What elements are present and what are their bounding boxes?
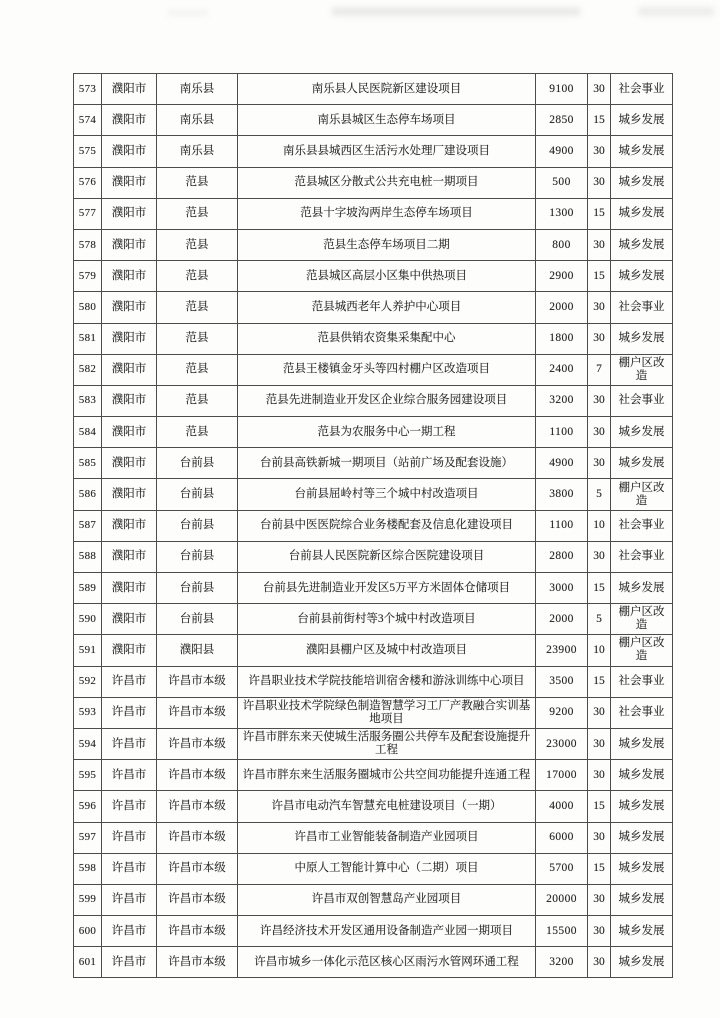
cell-amount: 23900 xyxy=(536,635,588,666)
cell-category: 城乡发展 xyxy=(611,822,673,853)
cell-category: 城乡发展 xyxy=(611,573,673,604)
table-row xyxy=(74,760,673,791)
cell-amount: 1100 xyxy=(536,510,588,541)
cell-amount: 2400 xyxy=(536,354,588,385)
cell-row-number: 582 xyxy=(74,354,102,385)
cell-category: 城乡发展 xyxy=(611,198,673,229)
cell-term: 30 xyxy=(588,884,611,915)
cell-term: 10 xyxy=(588,635,611,666)
cell-row-number: 580 xyxy=(74,292,102,323)
cell-row-number: 578 xyxy=(74,229,102,260)
cell-county: 许昌市本级 xyxy=(157,760,238,791)
cell-county: 南乐县 xyxy=(157,136,238,167)
cell-amount: 1100 xyxy=(536,417,588,448)
cell-project-name: 台前县高铁新城一期项目（站前广场及配套设施） xyxy=(238,448,536,479)
cell-amount: 6000 xyxy=(536,822,588,853)
table-row xyxy=(74,822,673,853)
cell-term: 30 xyxy=(588,728,611,759)
cell-amount: 2850 xyxy=(536,105,588,136)
cell-amount: 20000 xyxy=(536,884,588,915)
table-row xyxy=(74,947,673,978)
cell-row-number: 581 xyxy=(74,323,102,354)
cell-project-name: 范县生态停车场项目二期 xyxy=(238,229,536,260)
scan-artifact xyxy=(332,7,580,16)
cell-county: 范县 xyxy=(157,417,238,448)
table-row xyxy=(74,697,673,728)
cell-category: 城乡发展 xyxy=(611,417,673,448)
cell-term: 30 xyxy=(588,916,611,947)
cell-project-name: 许昌市工业智能装备制造产业园项目 xyxy=(238,822,536,853)
cell-city: 濮阳市 xyxy=(102,229,157,260)
cell-city: 许昌市 xyxy=(102,728,157,759)
cell-county: 许昌市本级 xyxy=(157,853,238,884)
cell-project-name: 台前县中医医院综合业务楼配套及信息化建设项目 xyxy=(238,510,536,541)
cell-term: 30 xyxy=(588,760,611,791)
cell-amount: 2800 xyxy=(536,541,588,572)
cell-amount: 5700 xyxy=(536,853,588,884)
cell-term: 5 xyxy=(588,604,611,635)
cell-term: 5 xyxy=(588,479,611,510)
cell-project-name: 范县先进制造业开发区企业综合服务园建设项目 xyxy=(238,385,536,416)
cell-city: 濮阳市 xyxy=(102,136,157,167)
cell-term: 15 xyxy=(588,666,611,697)
cell-term: 30 xyxy=(588,167,611,198)
cell-row-number: 596 xyxy=(74,791,102,822)
table-row xyxy=(74,510,673,541)
cell-amount: 3200 xyxy=(536,385,588,416)
cell-category: 社会事业 xyxy=(611,697,673,728)
cell-term: 15 xyxy=(588,791,611,822)
cell-county: 南乐县 xyxy=(157,74,238,105)
cell-amount: 9200 xyxy=(536,697,588,728)
cell-city: 濮阳市 xyxy=(102,261,157,292)
cell-project-name: 许昌经济技术开发区通用设备制造产业园一期项目 xyxy=(238,916,536,947)
cell-project-name: 范县城西老年人养护中心项目 xyxy=(238,292,536,323)
cell-county: 范县 xyxy=(157,385,238,416)
cell-city: 许昌市 xyxy=(102,791,157,822)
cell-term: 7 xyxy=(588,354,611,385)
cell-term: 30 xyxy=(588,448,611,479)
cell-row-number: 590 xyxy=(74,604,102,635)
cell-row-number: 599 xyxy=(74,884,102,915)
cell-amount: 3500 xyxy=(536,666,588,697)
cell-amount: 500 xyxy=(536,167,588,198)
cell-county: 许昌市本级 xyxy=(157,947,238,978)
cell-category: 棚户区改造 xyxy=(611,354,673,385)
cell-county: 范县 xyxy=(157,198,238,229)
cell-city: 濮阳市 xyxy=(102,635,157,666)
cell-county: 濮阳县 xyxy=(157,635,238,666)
cell-city: 濮阳市 xyxy=(102,604,157,635)
cell-category: 社会事业 xyxy=(611,666,673,697)
cell-project-name: 濮阳县棚户区及城中村改造项目 xyxy=(238,635,536,666)
cell-county: 台前县 xyxy=(157,541,238,572)
table-row xyxy=(74,728,673,759)
cell-row-number: 598 xyxy=(74,853,102,884)
cell-project-name: 范县十字坡沟两岸生态停车场项目 xyxy=(238,198,536,229)
cell-project-name: 许昌市胖东来天使城生活服务圈公共停车及配套设施提升工程 xyxy=(238,728,536,759)
cell-city: 许昌市 xyxy=(102,853,157,884)
cell-amount: 3800 xyxy=(536,479,588,510)
cell-project-name: 许昌市胖东来生活服务圈城市公共空间功能提升连通工程 xyxy=(238,760,536,791)
cell-category: 城乡发展 xyxy=(611,760,673,791)
cell-category: 棚户区改造 xyxy=(611,604,673,635)
cell-category: 城乡发展 xyxy=(611,323,673,354)
table-row xyxy=(74,167,673,198)
cell-term: 30 xyxy=(588,697,611,728)
table-row xyxy=(74,261,673,292)
table-row xyxy=(74,791,673,822)
cell-project-name: 许昌市双创智慧岛产业园项目 xyxy=(238,884,536,915)
cell-amount: 4000 xyxy=(536,791,588,822)
table-row xyxy=(74,105,673,136)
cell-city: 许昌市 xyxy=(102,666,157,697)
cell-row-number: 587 xyxy=(74,510,102,541)
cell-amount: 1300 xyxy=(536,198,588,229)
cell-amount: 17000 xyxy=(536,760,588,791)
cell-city: 许昌市 xyxy=(102,884,157,915)
cell-city: 濮阳市 xyxy=(102,479,157,510)
table-row xyxy=(74,136,673,167)
cell-term: 30 xyxy=(588,292,611,323)
cell-county: 许昌市本级 xyxy=(157,916,238,947)
cell-row-number: 592 xyxy=(74,666,102,697)
cell-county: 许昌市本级 xyxy=(157,791,238,822)
table-row xyxy=(74,323,673,354)
cell-county: 范县 xyxy=(157,323,238,354)
table-row xyxy=(74,853,673,884)
cell-category: 城乡发展 xyxy=(611,167,673,198)
cell-term: 30 xyxy=(588,541,611,572)
cell-category: 城乡发展 xyxy=(611,136,673,167)
cell-category: 社会事业 xyxy=(611,292,673,323)
cell-project-name: 范县供销农资集采集配中心 xyxy=(238,323,536,354)
table-row xyxy=(74,417,673,448)
cell-county: 范县 xyxy=(157,167,238,198)
table-row xyxy=(74,635,673,666)
cell-project-name: 台前县人民医院新区综合医院建设项目 xyxy=(238,541,536,572)
cell-category: 城乡发展 xyxy=(611,728,673,759)
scan-artifact xyxy=(638,7,714,16)
project-table xyxy=(73,73,673,978)
cell-row-number: 597 xyxy=(74,822,102,853)
cell-city: 濮阳市 xyxy=(102,541,157,572)
cell-term: 30 xyxy=(588,229,611,260)
cell-amount: 23000 xyxy=(536,728,588,759)
cell-city: 濮阳市 xyxy=(102,417,157,448)
cell-row-number: 600 xyxy=(74,916,102,947)
cell-city: 濮阳市 xyxy=(102,573,157,604)
cell-city: 许昌市 xyxy=(102,822,157,853)
cell-row-number: 601 xyxy=(74,947,102,978)
table-row xyxy=(74,292,673,323)
cell-term: 30 xyxy=(588,947,611,978)
cell-row-number: 594 xyxy=(74,728,102,759)
cell-county: 许昌市本级 xyxy=(157,697,238,728)
cell-county: 台前县 xyxy=(157,448,238,479)
table-row xyxy=(74,479,673,510)
cell-project-name: 台前县前街村等3个城中村改造项目 xyxy=(238,604,536,635)
cell-project-name: 南乐县城区生态停车场项目 xyxy=(238,105,536,136)
cell-amount: 3000 xyxy=(536,573,588,604)
cell-city: 许昌市 xyxy=(102,697,157,728)
cell-amount: 2000 xyxy=(536,292,588,323)
cell-category: 城乡发展 xyxy=(611,261,673,292)
cell-term: 15 xyxy=(588,105,611,136)
cell-project-name: 台前县屈岭村等三个城中村改造项目 xyxy=(238,479,536,510)
cell-category: 城乡发展 xyxy=(611,791,673,822)
cell-county: 范县 xyxy=(157,261,238,292)
cell-term: 30 xyxy=(588,323,611,354)
cell-row-number: 576 xyxy=(74,167,102,198)
table-row xyxy=(74,604,673,635)
cell-project-name: 许昌市城乡一体化示范区核心区雨污水管网环通工程 xyxy=(238,947,536,978)
cell-amount: 1800 xyxy=(536,323,588,354)
cell-amount: 3200 xyxy=(536,947,588,978)
cell-county: 许昌市本级 xyxy=(157,728,238,759)
table-row xyxy=(74,884,673,915)
cell-amount: 9100 xyxy=(536,74,588,105)
cell-category: 城乡发展 xyxy=(611,105,673,136)
cell-project-name: 中原人工智能计算中心（二期）项目 xyxy=(238,853,536,884)
cell-row-number: 586 xyxy=(74,479,102,510)
cell-category: 棚户区改造 xyxy=(611,635,673,666)
cell-row-number: 583 xyxy=(74,385,102,416)
cell-project-name: 台前县先进制造业开发区5万平方米固体仓储项目 xyxy=(238,573,536,604)
table-row xyxy=(74,354,673,385)
table-row xyxy=(74,74,673,105)
cell-category: 城乡发展 xyxy=(611,853,673,884)
cell-term: 10 xyxy=(588,510,611,541)
cell-term: 15 xyxy=(588,853,611,884)
cell-city: 许昌市 xyxy=(102,947,157,978)
cell-row-number: 579 xyxy=(74,261,102,292)
cell-city: 濮阳市 xyxy=(102,105,157,136)
cell-row-number: 588 xyxy=(74,541,102,572)
cell-city: 濮阳市 xyxy=(102,354,157,385)
table-row xyxy=(74,573,673,604)
table-row xyxy=(74,229,673,260)
cell-city: 濮阳市 xyxy=(102,448,157,479)
cell-county: 台前县 xyxy=(157,604,238,635)
cell-category: 城乡发展 xyxy=(611,916,673,947)
cell-term: 15 xyxy=(588,573,611,604)
cell-category: 城乡发展 xyxy=(611,448,673,479)
table-row xyxy=(74,385,673,416)
cell-term: 30 xyxy=(588,74,611,105)
cell-city: 濮阳市 xyxy=(102,323,157,354)
scan-artifact xyxy=(168,10,208,16)
cell-county: 许昌市本级 xyxy=(157,666,238,697)
cell-county: 台前县 xyxy=(157,573,238,604)
cell-row-number: 595 xyxy=(74,760,102,791)
cell-city: 许昌市 xyxy=(102,760,157,791)
cell-row-number: 575 xyxy=(74,136,102,167)
cell-row-number: 585 xyxy=(74,448,102,479)
cell-city: 濮阳市 xyxy=(102,385,157,416)
table-row xyxy=(74,666,673,697)
cell-city: 许昌市 xyxy=(102,916,157,947)
cell-amount: 15500 xyxy=(536,916,588,947)
cell-project-name: 南乐县人民医院新区建设项目 xyxy=(238,74,536,105)
cell-category: 城乡发展 xyxy=(611,947,673,978)
cell-county: 台前县 xyxy=(157,479,238,510)
cell-term: 15 xyxy=(588,198,611,229)
cell-row-number: 573 xyxy=(74,74,102,105)
table-row xyxy=(74,916,673,947)
cell-term: 30 xyxy=(588,385,611,416)
cell-city: 濮阳市 xyxy=(102,198,157,229)
cell-category: 社会事业 xyxy=(611,74,673,105)
cell-project-name: 许昌市电动汽车智慧充电桩建设项目（一期） xyxy=(238,791,536,822)
cell-amount: 4900 xyxy=(536,448,588,479)
table-row xyxy=(74,448,673,479)
project-table-body xyxy=(74,74,673,978)
cell-county: 许昌市本级 xyxy=(157,822,238,853)
cell-row-number: 589 xyxy=(74,573,102,604)
cell-city: 濮阳市 xyxy=(102,292,157,323)
cell-term: 30 xyxy=(588,417,611,448)
cell-row-number: 593 xyxy=(74,697,102,728)
cell-county: 台前县 xyxy=(157,510,238,541)
cell-row-number: 574 xyxy=(74,105,102,136)
cell-county: 范县 xyxy=(157,292,238,323)
cell-county: 范县 xyxy=(157,229,238,260)
cell-row-number: 584 xyxy=(74,417,102,448)
cell-city: 濮阳市 xyxy=(102,510,157,541)
cell-amount: 2000 xyxy=(536,604,588,635)
cell-city: 濮阳市 xyxy=(102,167,157,198)
cell-term: 30 xyxy=(588,822,611,853)
cell-category: 城乡发展 xyxy=(611,229,673,260)
cell-amount: 4900 xyxy=(536,136,588,167)
cell-amount: 2900 xyxy=(536,261,588,292)
cell-amount: 800 xyxy=(536,229,588,260)
cell-project-name: 范县王楼镇金牙头等四村棚户区改造项目 xyxy=(238,354,536,385)
cell-county: 南乐县 xyxy=(157,105,238,136)
cell-project-name: 南乐县县城西区生活污水处理厂建设项目 xyxy=(238,136,536,167)
cell-category: 社会事业 xyxy=(611,510,673,541)
table-row xyxy=(74,198,673,229)
cell-project-name: 范县城区分散式公共充电桩一期项目 xyxy=(238,167,536,198)
cell-city: 濮阳市 xyxy=(102,74,157,105)
cell-category: 社会事业 xyxy=(611,541,673,572)
cell-category: 城乡发展 xyxy=(611,884,673,915)
cell-project-name: 许昌职业技术学院技能培训宿舍楼和游泳训练中心项目 xyxy=(238,666,536,697)
cell-category: 棚户区改造 xyxy=(611,479,673,510)
cell-row-number: 591 xyxy=(74,635,102,666)
cell-county: 范县 xyxy=(157,354,238,385)
cell-term: 30 xyxy=(588,136,611,167)
table-row xyxy=(74,541,673,572)
cell-county: 许昌市本级 xyxy=(157,884,238,915)
cell-category: 社会事业 xyxy=(611,385,673,416)
cell-project-name: 范县城区高层小区集中供热项目 xyxy=(238,261,536,292)
cell-row-number: 577 xyxy=(74,198,102,229)
cell-project-name: 范县为农服务中心一期工程 xyxy=(238,417,536,448)
cell-term: 15 xyxy=(588,261,611,292)
cell-project-name: 许昌职业技术学院绿色制造智慧学习工厂产教融合实训基地项目 xyxy=(238,697,536,728)
